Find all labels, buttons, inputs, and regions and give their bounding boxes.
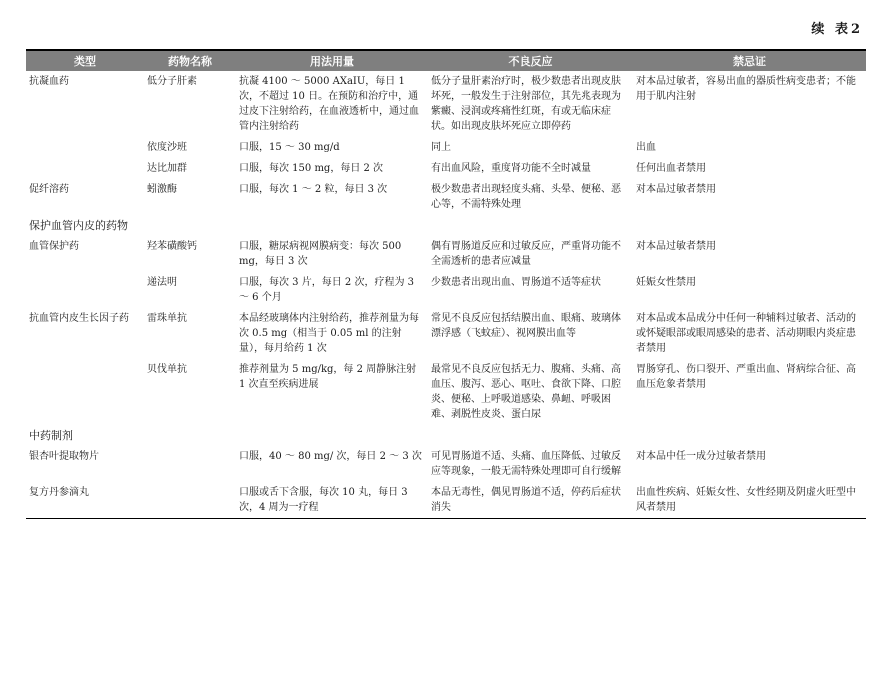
category-cell <box>26 272 144 308</box>
drug-name-cell: 贝伐单抗 <box>147 364 187 375</box>
table-row <box>26 446 866 482</box>
drug-name-cell: 羟苯磺酸钙 <box>147 241 197 252</box>
column-header: 禁忌证 <box>633 50 866 71</box>
drug-name-cell: 递法明 <box>147 277 177 288</box>
dosage-cell: 口服，每次 150 mg，每日 2 次 <box>239 163 384 174</box>
table-header <box>26 50 866 71</box>
category-cell: 抗血管内皮生长因子药 <box>29 313 129 324</box>
adverse-reaction-cell: 本品无毒性，偶见胃肠道不适，停药后症状消失 <box>428 482 633 519</box>
section-label: 中药制剂 <box>29 429 73 442</box>
table-row <box>26 158 866 179</box>
table-row <box>26 137 866 158</box>
adverse-reaction-cell: 最常见不良反应包括无力、腹痛、头痛、高血压、腹泻、恶心、呕吐、食欲下降、口腔炎、便秘、上呼吸道感染、鼻衄、呼吸困难、剥脱性皮炎、蛋白尿 <box>431 364 621 420</box>
contraindication-cell: 对本品过敏者禁用 <box>636 241 716 252</box>
dosage-cell: 口服，40 ～ 80 mg/ 次，每日 2 ～ 3 次 <box>239 451 422 462</box>
contraindication-cell: 出血性疾病、妊娠女性、女性经期及阴虚火旺型中风者禁用 <box>633 482 866 519</box>
adverse-reaction-cell: 有出血风险，重度肾功能不全时减量 <box>431 163 591 174</box>
table-row <box>26 236 866 272</box>
contraindication-cell: 对本品中任一成分过敏者禁用 <box>636 451 766 462</box>
adverse-reaction-cell: 极少数患者出现轻度头痛、头晕、便秘、恶心等，不需特殊处理 <box>431 184 621 210</box>
category-cell <box>26 158 144 179</box>
dosage-cell: 本品经玻璃体内注射给药，推荐剂量为每次 0.5 mg（相当于 0.05 ml 的注射量），每月给药 1 次 <box>239 313 419 354</box>
contraindication-cell: 对本品过敏者禁用 <box>636 184 716 195</box>
section-label: 保护血管内皮的药物 <box>29 219 128 232</box>
contraindication-cell: 对本品过敏者，容易出血的器质性病变患者；不能用于肌内注射 <box>636 76 856 102</box>
column-header: 类型 <box>26 50 144 71</box>
adverse-reaction-cell: 偶有胃肠道反应和过敏反应，严重肾功能不全需透析的患者应减量 <box>431 241 621 267</box>
table-row <box>26 71 866 137</box>
drug-name-cell <box>144 482 236 519</box>
table-row <box>26 308 866 359</box>
drug-name-cell <box>144 446 236 482</box>
dosage-cell: 抗凝 4100 ～ 5000 AXaIU，每日 1 次，不超过 10 日。在预防和治疗中，通过皮下注射给药，在血液透析中，通过血管内注射给药 <box>239 76 419 132</box>
table-body <box>26 71 866 519</box>
category-cell: 银杏叶提取物片 <box>29 451 99 462</box>
header-row <box>26 50 866 71</box>
contraindication-cell: 妊娠女性禁用 <box>636 277 696 288</box>
table-row <box>26 482 866 519</box>
drug-name-cell: 蚓激酶 <box>147 184 177 195</box>
section-header-row <box>26 215 866 236</box>
column-header: 不良反应 <box>428 50 633 71</box>
dosage-cell: 推荐剂量为 5 mg/kg，每 2 周静脉注射 1 次直至疾病进展 <box>239 364 417 390</box>
category-cell: 血管保护药 <box>29 241 79 252</box>
contraindication-cell: 对本品或本品成分中任何一种辅料过敏者、活动的或怀疑眼部或眼周感染的患者、活动期眼内炎症患者禁用 <box>636 313 856 354</box>
drug-name-cell: 低分子肝素 <box>147 76 197 87</box>
dosage-cell: 口服，每次 3 片，每日 2 次，疗程为 3 ～ 6 个月 <box>239 277 414 303</box>
contraindication-cell: 出血 <box>636 142 656 153</box>
dosage-cell: 口服，15 ～ 30 mg/d <box>239 142 340 153</box>
dosage-cell: 口服，糖尿病视网膜病变：每次 500 mg，每日 3 次 <box>239 241 402 267</box>
column-header: 用法用量 <box>236 50 428 71</box>
adverse-reaction-cell: 常见不良反应包括结膜出血、眼痛、玻璃体漂浮感（飞蚊症）、视网膜出血等 <box>431 313 621 339</box>
table-row <box>26 272 866 308</box>
dosage-cell: 口服或舌下含服，每次 10 丸，每日 3 次，4 周为一疗程 <box>236 482 428 519</box>
category-cell: 复方丹参滴丸 <box>26 482 144 519</box>
contraindication-cell: 胃肠穿孔、伤口裂开、严重出血、肾病综合征、高血压危象者禁用 <box>636 364 856 390</box>
continuation-label: 续 表2 <box>811 22 863 37</box>
contraindication-cell: 任何出血者禁用 <box>636 163 706 174</box>
category-cell: 促纤溶药 <box>29 184 69 195</box>
adverse-reaction-cell: 低分子量肝素治疗时，极少数患者出现皮肤坏死，一般发生于注射部位，其先兆表现为紫癜、浸润或疼痛性红斑，有或无临床症状。如出现皮肤坏死应立即停药 <box>431 76 621 132</box>
category-cell <box>26 359 144 425</box>
drug-name-cell: 雷珠单抗 <box>147 313 187 324</box>
drug-name-cell: 达比加群 <box>147 163 187 174</box>
dosage-cell: 口服，每次 1 ～ 2 粒，每日 3 次 <box>239 184 388 195</box>
table-row <box>26 359 866 425</box>
drug-name-cell: 依度沙班 <box>147 142 187 153</box>
adverse-reaction-cell: 少数患者出现出血、胃肠道不适等症状 <box>431 277 601 288</box>
section-header-row <box>26 425 866 446</box>
category-cell <box>26 137 144 158</box>
adverse-reaction-cell: 同上 <box>431 142 451 153</box>
drug-table <box>26 49 866 519</box>
category-cell: 抗凝血药 <box>29 76 69 87</box>
table-row <box>26 179 866 215</box>
column-header: 药物名称 <box>144 50 236 71</box>
adverse-reaction-cell: 可见胃肠道不适、头痛、血压降低、过敏反应等现象，一般无需特殊处理即可自行缓解 <box>431 451 621 477</box>
